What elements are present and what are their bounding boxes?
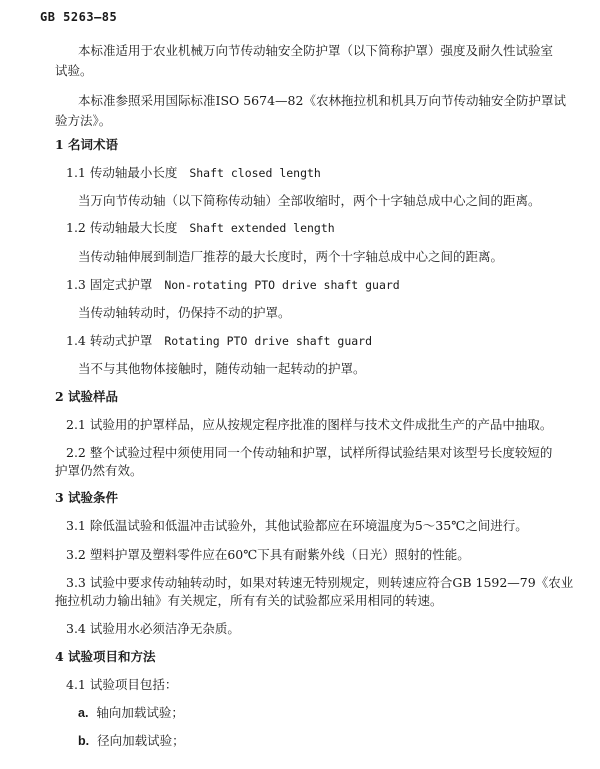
section-3-title: 3 试验条件: [55, 490, 119, 505]
term-number: 1.3: [66, 277, 86, 292]
term-cn: 传动轴最大长度: [89, 220, 178, 235]
clause-3-4: 3.4 试验用水必须洁净无杂质。: [66, 621, 240, 636]
clause-3-3-line1: 3.3 试验中要求传动轴转动时，如果对转速无特别规定，则转速应符合GB 1592—79《农业: [66, 575, 574, 590]
clause-3-3-line2: 拖拉机动力输出轴》有关规定，所有有关的试验都应采用相同的转速。: [55, 593, 443, 608]
clause-2-1: 2.1 试验用的护罩样品，应从按规定程序批准的图样与技术文件成批生产的产品中抽取。: [66, 417, 553, 432]
term-cn: 固定式护罩: [89, 277, 153, 292]
term-en: Non-rotating PTO drive shaft guard: [164, 278, 400, 292]
list-item-text: 径向加载试验；: [97, 733, 185, 748]
list-item: [78, 733, 185, 749]
term-1-3-definition: 当传动轴转动时，仍保持不动的护罩。: [78, 305, 291, 320]
section-1-title: 1 名词术语: [55, 137, 119, 152]
term-number: 1.4: [66, 333, 86, 348]
intro-p2-line1: 本标准参照采用国际标准ISO 5674—82《农林拖拉机和机具万向节传动轴安全防护罩试: [78, 93, 566, 108]
term-1-1: [66, 165, 321, 181]
intro-p2-line2: 验方法》。: [55, 113, 112, 128]
list-item: [78, 705, 184, 721]
clause-4-1: 4.1 试验项目包括：: [66, 677, 178, 692]
list-item-text: 轴向加载试验；: [96, 705, 184, 720]
clause-3-1: 3.1 除低温试验和低温冲击试验外，其他试验都应在环境温度为5～35℃之间进行。: [66, 518, 528, 533]
term-number: 1.1: [66, 165, 86, 180]
intro-p1-line2: 试验。: [55, 63, 93, 78]
term-1-2: [66, 220, 335, 236]
intro-p1-line1: 本标准适用于农业机械万向节传动轴安全防护罩（以下简称护罩）强度及耐久性试验室: [78, 43, 554, 58]
section-4-title: 4 试验项目和方法: [55, 649, 156, 664]
term-1-3: [66, 277, 400, 293]
term-en: Shaft extended length: [189, 221, 335, 235]
list-item-letter: a.: [78, 706, 89, 720]
term-1-4-definition: 当不与其他物体接触时，随传动轴一起转动的护罩。: [78, 361, 366, 376]
clause-2-2-line1: 2.2 整个试验过程中须使用同一个传动轴和护罩，试样所得试验结果对该型号长度较短的: [66, 445, 553, 460]
clause-3-2: 3.2 塑料护罩及塑料零件应在60℃下具有耐紫外线（日光）照射的性能。: [66, 547, 470, 562]
term-1-4: [66, 333, 372, 349]
clause-2-2-line2: 护罩仍然有效。: [55, 463, 143, 478]
section-2-title: 2 试验样品: [55, 389, 119, 404]
term-en: Shaft closed length: [189, 166, 321, 180]
term-1-2-definition: 当传动轴伸展到制造厂推荐的最大长度时，两个十字轴总成中心之间的距离。: [78, 249, 504, 264]
list-item-letter: b.: [78, 734, 90, 748]
term-number: 1.2: [66, 220, 86, 235]
standard-number: GB 5263—85: [40, 10, 118, 24]
term-cn: 转动式护罩: [89, 333, 153, 348]
term-1-1-definition: 当万向节传动轴（以下简称传动轴）全部收缩时，两个十字轴总成中心之间的距离。: [78, 193, 541, 208]
term-cn: 传动轴最小长度: [89, 165, 178, 180]
term-en: Rotating PTO drive shaft guard: [164, 334, 373, 348]
